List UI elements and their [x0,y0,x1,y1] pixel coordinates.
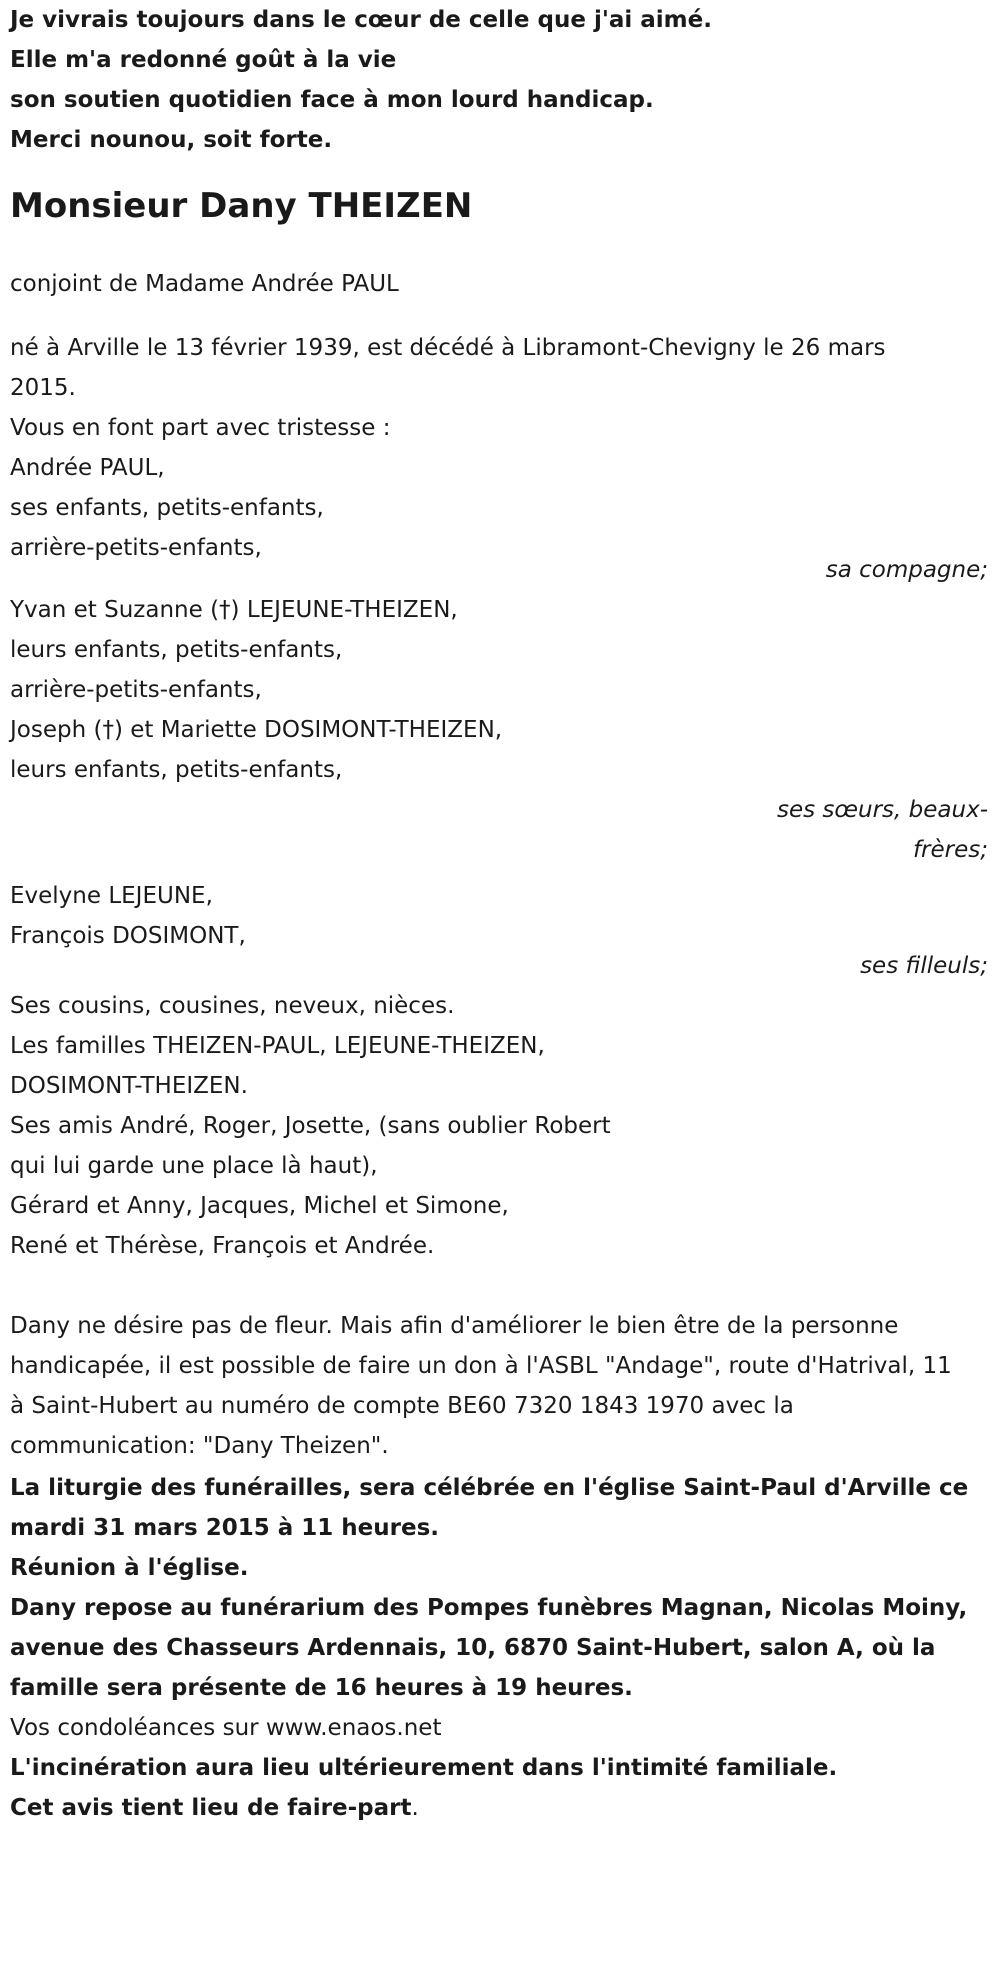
epigraph [10,0,988,160]
funerarium-text: Dany repose au funérarium des Pompes funèbres Magnan, Nicolas Moiny, avenue des Chasseurs Ardennais, 10, 6870 Saint-Hubert, salon A, où la famille sera présente de 16 heures à 19 heures. [10,1595,968,1701]
relatives-line: Ses cousins, cousines, neveux, nièces. [10,993,455,1019]
condolences-text: Vos condoléances sur www.enaos.net [10,1715,442,1741]
closing-period: . [411,1795,419,1821]
role-godchildren: ses filleuls; [860,953,988,979]
family-line: leurs enfants, petits-enfants, [10,757,343,783]
announce-intro: Vous en font part avec tristesse : [10,415,391,441]
family-line: Yvan et Suzanne (†) LEJEUNE-THEIZEN, [10,597,458,623]
relatives-line: Ses amis André, Roger, Josette, (sans oublier Robert [10,1113,611,1139]
family-group-godchildren [10,876,988,956]
spouse-line: conjoint de Madame Andrée PAUL [10,271,399,297]
epigraph-line: son soutien quotidien face à mon lourd handicap. [10,87,654,113]
deceased-name: Monsieur Dany THEIZEN [10,186,473,226]
family-group-sisters [10,590,988,790]
family-line: ses enfants, petits-enfants, [10,495,324,521]
family-line: Evelyne LEJEUNE, [10,883,213,909]
relatives-line: René et Thérèse, François et Andrée. [10,1233,435,1259]
relatives-line: Les familles THEIZEN-PAUL, LEJEUNE-THEIZEN, [10,1033,545,1059]
donation-text: Dany ne désire pas de fleur. Mais afin d'améliorer le bien être de la personne handicapée, il est possible de faire un don à l'ASBL "Andage", route d'Hatrival, 11 à Saint-Hubert au numéro de compte BE60 7320 1843 1970 avec la communication: "Dany Theizen". [10,1313,952,1459]
family-line: arrière-petits-enfants, [10,677,262,703]
family-line: Andrée PAUL, [10,455,165,481]
birth-death-text: né à Arville le 13 février 1939, est décédé à Libramont-Chevigny le 26 mars 2015. [10,335,886,401]
family-line: arrière-petits-enfants, [10,535,262,561]
relatives-line: Gérard et Anny, Jacques, Michel et Simone, [10,1193,509,1219]
relatives-line: DOSIMONT-THEIZEN. [10,1073,248,1099]
closing-line [10,1788,988,1828]
family-line: leurs enfants, petits-enfants, [10,637,343,663]
epigraph-line: Je vivrais toujours dans le cœur de celle que j'ai aimé. [10,7,712,33]
role-companion: sa compagne; [825,557,988,583]
closing-text: Cet avis tient lieu de faire-part [10,1795,412,1821]
epigraph-line: Elle m'a redonné goût à la vie [10,47,397,73]
epigraph-line: Merci nounou, soit forte. [10,127,333,153]
role-sisters: ses sœurs, beaux-frères; [776,797,988,863]
incineration-text: L'incinération aura lieu ultérieurement dans l'intimité familiale. [10,1755,838,1781]
family-line: François DOSIMONT, [10,923,246,949]
other-relatives [10,986,988,1266]
relatives-line: qui lui garde une place là haut), [10,1153,378,1179]
family-line: Joseph (†) et Mariette DOSIMONT-THEIZEN, [10,717,503,743]
meeting-text: Réunion à l'église. [10,1555,249,1581]
liturgy-text: La liturgie des funérailles, sera célébrée en l'église Saint-Paul d'Arville ce mardi 31 mars 2015 à 11 heures. [10,1475,969,1541]
